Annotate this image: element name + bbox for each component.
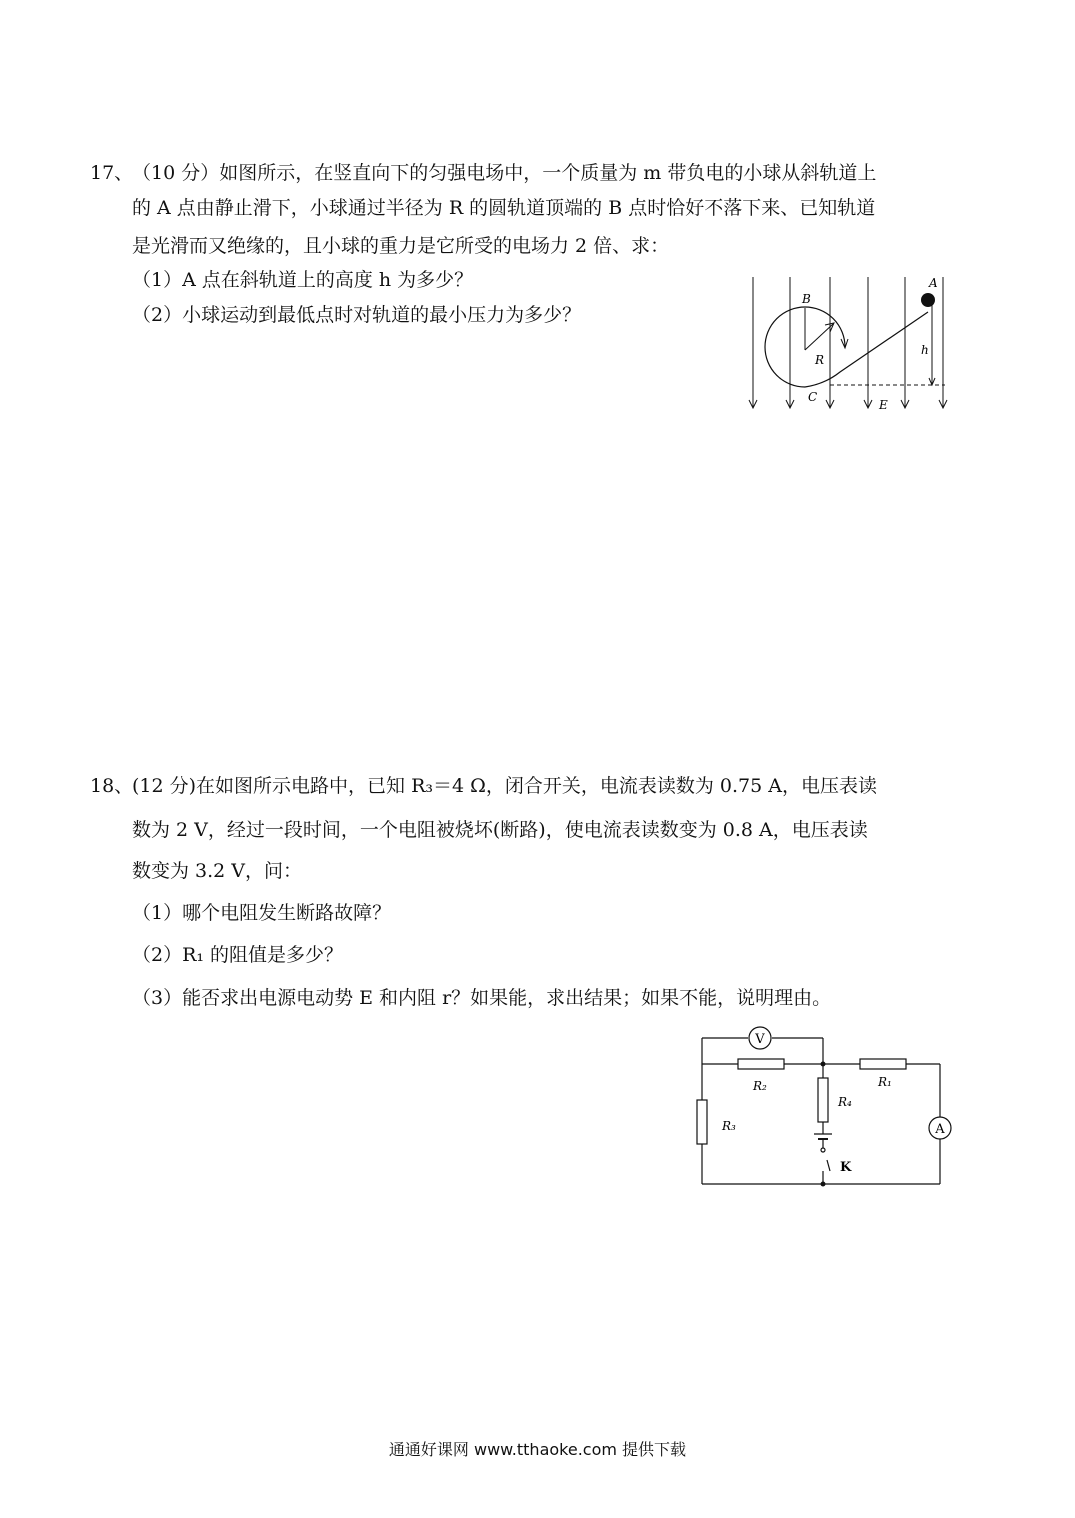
incline-track xyxy=(805,312,928,387)
resistor-R3 xyxy=(697,1100,707,1144)
q17-sub-1: （1）A 点在斜轨道上的高度 h 为多少？ xyxy=(132,269,474,291)
radius-arrow xyxy=(805,324,833,350)
q17-line-1: （10 分）如图所示，在竖直向下的匀强电场中，一个质量为 m 带负电的小球从斜轨道上 xyxy=(132,162,877,184)
q18-number: 18、 xyxy=(90,775,134,797)
q18-sub-2: （2）R₁ 的阻值是多少？ xyxy=(132,944,344,966)
label-R3: R₃ xyxy=(722,1119,736,1133)
q17-line-3: 是光滑而又绝缘的，且小球的重力是它所受的电场力 2 倍、求： xyxy=(132,235,670,257)
label-B: B xyxy=(802,292,811,306)
q17-figure xyxy=(740,272,960,422)
q18-line-1: (12 分)在如图所示电路中，已知 R₃＝4 Ω，闭合开关，电流表读数为 0.75 A，电压表读 xyxy=(132,775,877,797)
resistor-R4 xyxy=(818,1078,828,1122)
resistor-R1 xyxy=(860,1059,906,1069)
q18-circuit xyxy=(690,1018,960,1198)
switch-K xyxy=(827,1160,830,1171)
resistor-R2 xyxy=(738,1059,784,1069)
label-R2: R₂ xyxy=(753,1079,767,1093)
label-R: R xyxy=(815,353,825,367)
q18-sub-3: （3）能否求出电源电动势 E 和内阻 r？如果能，求出结果；如果不能，说明理由。 xyxy=(132,987,832,1009)
footer: 通通好课网 www.tthaoke.com 提供下载 xyxy=(388,1440,687,1459)
label-R4: R₄ xyxy=(838,1095,852,1109)
q17-number: 17、 xyxy=(90,162,134,184)
voltmeter-label: V xyxy=(755,1032,765,1047)
ammeter-label: A xyxy=(935,1122,945,1137)
label-K: K xyxy=(840,1160,852,1175)
q18-line-3: 数变为 3.2 V，问： xyxy=(132,860,303,882)
label-R1: R₁ xyxy=(878,1075,892,1089)
q17-line-2: 的 A 点由静止滑下，小球通过半径为 R 的圆轨道顶端的 B 点时恰好不落下来、已知轨道 xyxy=(132,197,876,219)
label-h: h xyxy=(921,343,929,357)
q17-sub-2: （2）小球运动到最低点时对轨道的最小压力为多少？ xyxy=(132,304,582,326)
ball xyxy=(921,293,935,307)
q18-line-2: 数为 2 V，经过一段时间，一个电阻被烧坏(断路)，使电流表读数变为 0.8 A，电压表读 xyxy=(132,819,868,841)
label-E: E xyxy=(879,398,888,412)
label-A: A xyxy=(929,276,938,290)
label-C: C xyxy=(808,390,818,404)
q18-sub-1: （1）哪个电阻发生断路故障？ xyxy=(132,902,392,924)
